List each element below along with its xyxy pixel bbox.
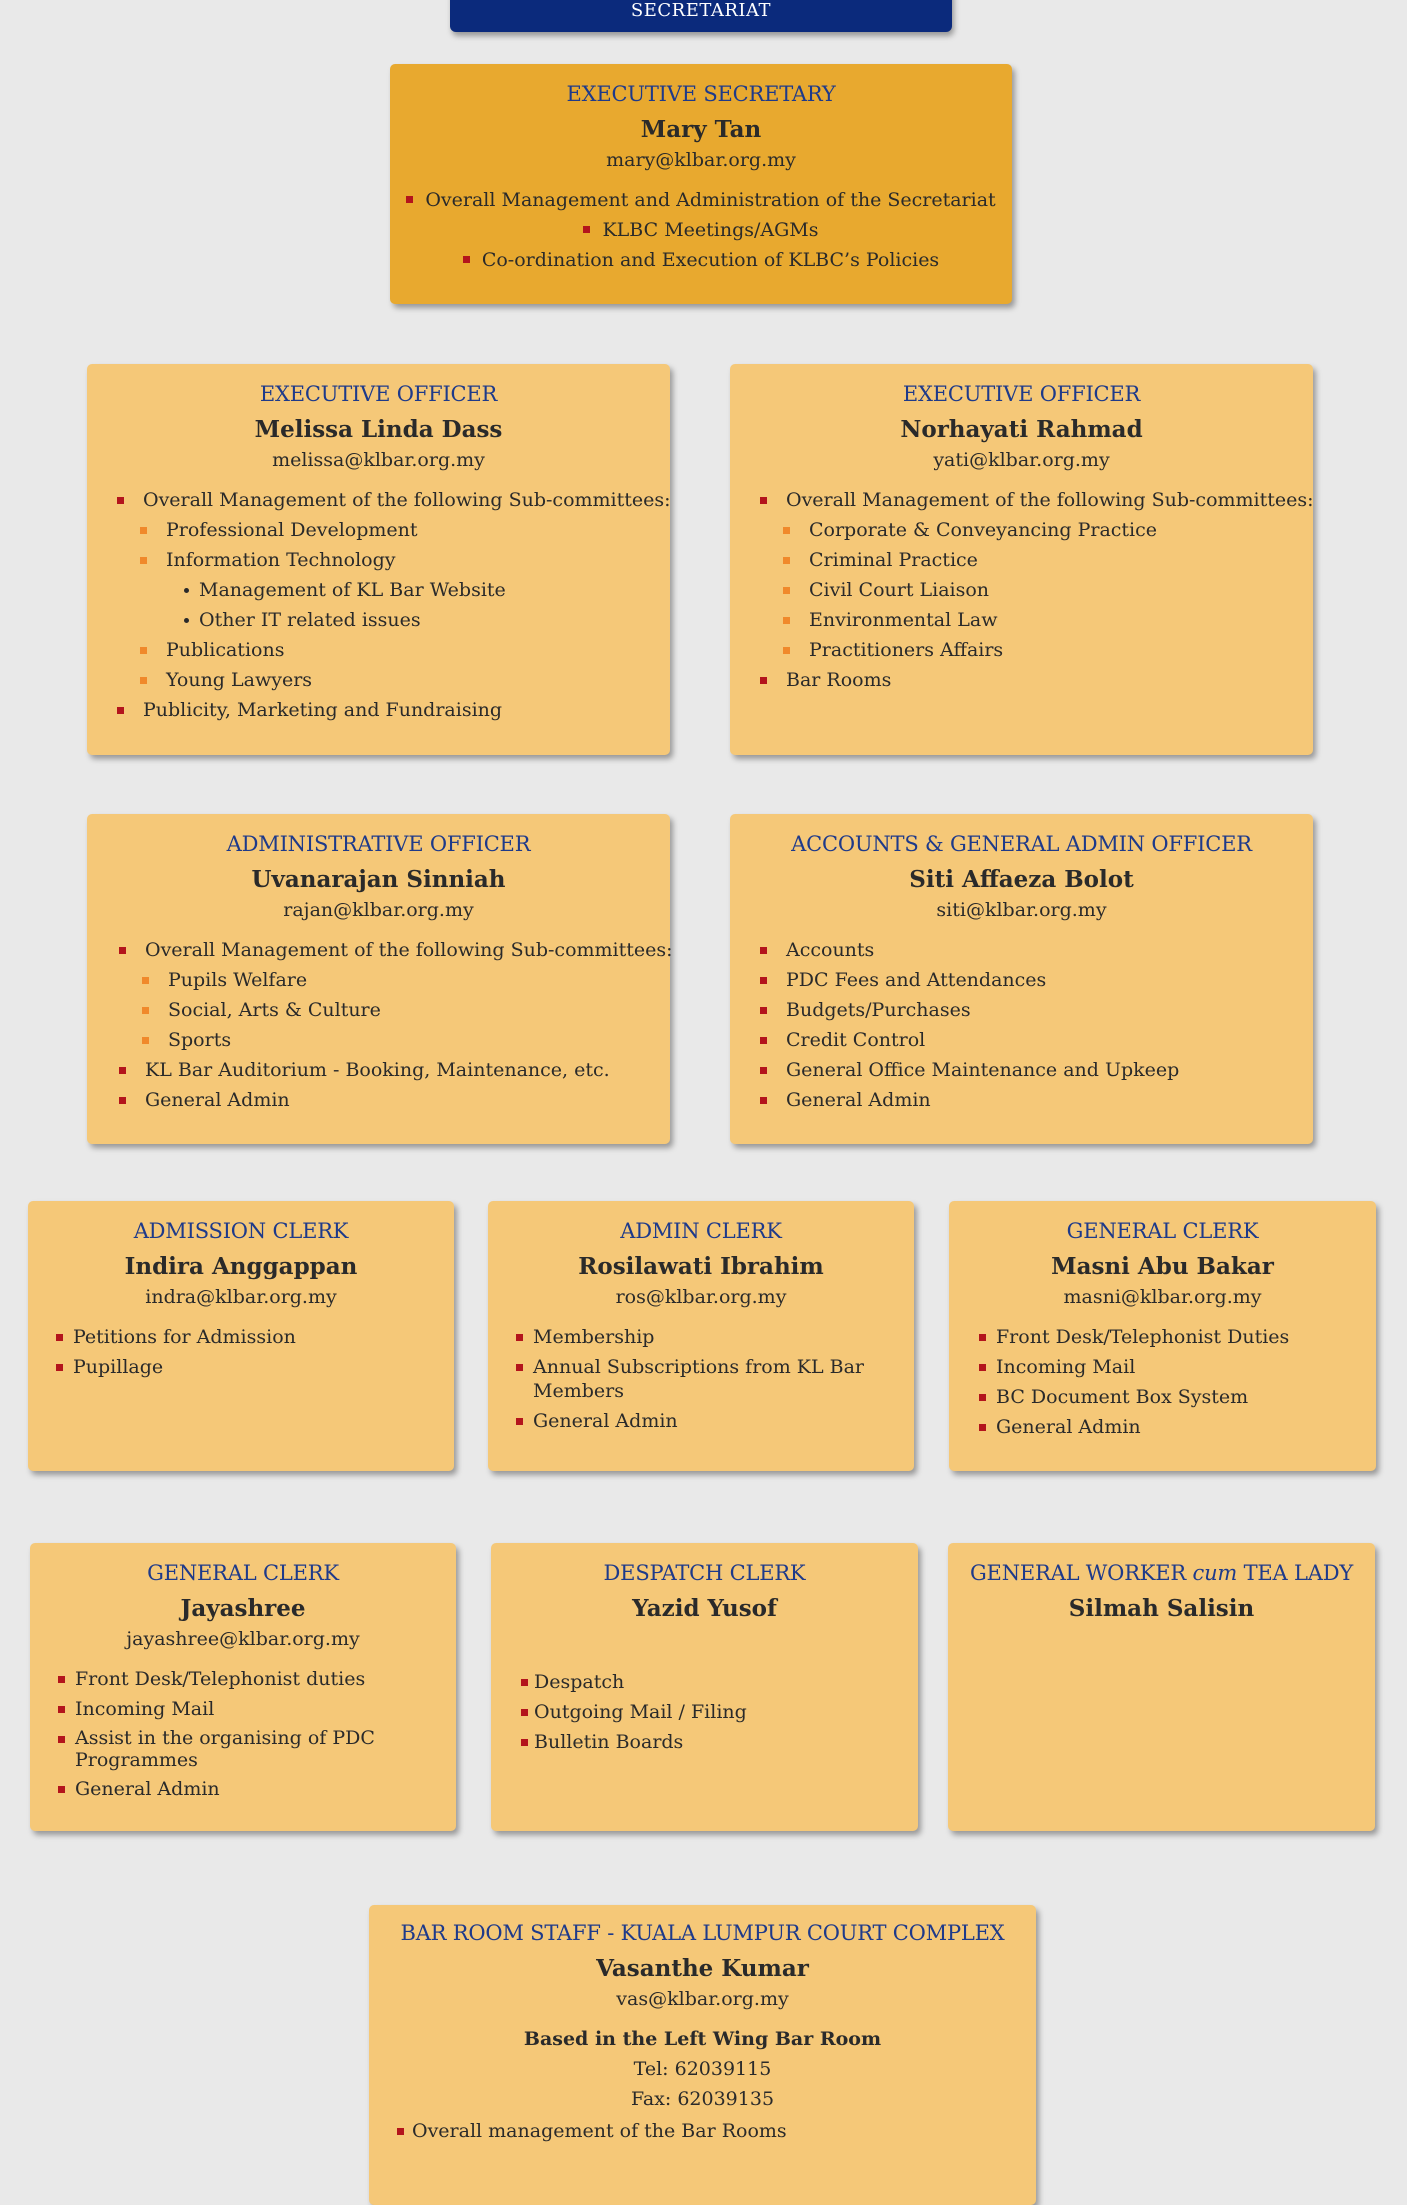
duty-list xyxy=(730,935,1313,1115)
duty-item: General Admin xyxy=(58,1774,426,1804)
duty-item: Pupils Welfare xyxy=(119,965,670,995)
duty-item: Environmental Law xyxy=(760,605,1313,635)
staff-email[interactable]: melissa@klbar.org.my xyxy=(272,449,485,471)
duty-item: Publications xyxy=(117,635,670,665)
staff-name: Uvanarajan Sinniah xyxy=(251,866,506,893)
executive-secretary-box xyxy=(390,64,1012,304)
admin-clerk-box xyxy=(488,1201,914,1471)
duty-item: Criminal Practice xyxy=(760,545,1313,575)
duty-item: General Admin xyxy=(516,1406,884,1436)
staff-name: Masni Abu Bakar xyxy=(1051,1253,1274,1280)
secretariat-header xyxy=(450,0,952,32)
duty-list xyxy=(30,1664,456,1804)
admission-clerk-box xyxy=(28,1201,454,1471)
duty-item: Overall Management of the following Sub-committees: xyxy=(119,935,670,965)
duty-item: Membership xyxy=(516,1322,884,1352)
role-title: GENERAL WORKER cum TEA LADY xyxy=(969,1561,1354,1585)
duty-list xyxy=(949,1322,1376,1442)
duty-item: Publicity, Marketing and Fundraising xyxy=(117,695,670,725)
duty-item: General Admin xyxy=(760,1085,1313,1115)
duty-list xyxy=(488,1322,914,1436)
staff-name: Melissa Linda Dass xyxy=(254,416,503,443)
staff-name: Indira Anggappan xyxy=(124,1253,358,1280)
role-title: ADMISSION CLERK xyxy=(133,1219,349,1243)
staff-name: Yazid Yusof xyxy=(632,1595,777,1622)
duty-item: Overall Management of the following Sub-committees: xyxy=(117,485,670,515)
duty-item: General Admin xyxy=(979,1412,1376,1442)
duty-list xyxy=(390,185,1012,275)
staff-name: Vasanthe Kumar xyxy=(596,1955,809,1982)
staff-name: Jayashree xyxy=(180,1595,306,1622)
staff-email[interactable]: vas@klbar.org.my xyxy=(616,1988,789,2010)
role-title: BAR ROOM STAFF - KUALA LUMPUR COURT COMPLEX xyxy=(400,1921,1005,1945)
duty-item: BC Document Box System xyxy=(979,1382,1376,1412)
executive-officer-box xyxy=(87,364,670,755)
accounts-officer-box xyxy=(730,814,1313,1144)
duty-item: Budgets/Purchases xyxy=(760,995,1313,1025)
duty-item: Practitioners Affairs xyxy=(760,635,1313,665)
role-title: EXECUTIVE SECRETARY xyxy=(566,82,836,106)
duty-item: Corporate & Conveyancing Practice xyxy=(760,515,1313,545)
duty-item: Other IT related issues xyxy=(117,605,670,635)
duty-item: PDC Fees and Attendances xyxy=(760,965,1313,995)
telephone: Tel: 62039115 xyxy=(633,2058,772,2080)
duty-list xyxy=(87,485,670,725)
duty-item: Professional Development xyxy=(117,515,670,545)
duty-item: Incoming Mail xyxy=(979,1352,1376,1382)
staff-email[interactable]: rajan@klbar.org.my xyxy=(283,899,474,921)
duty-item: Despatch xyxy=(521,1667,918,1697)
staff-name: Rosilawati Ibrahim xyxy=(578,1253,824,1280)
duty-item: Front Desk/Telephonist duties xyxy=(58,1664,426,1694)
staff-email[interactable]: masni@klbar.org.my xyxy=(1063,1286,1262,1308)
staff-name: Mary Tan xyxy=(640,116,762,143)
duty-list xyxy=(491,1667,918,1757)
duty-item: Accounts xyxy=(760,935,1313,965)
fax: Fax: 62039135 xyxy=(630,2088,775,2110)
secretariat-label: SECRETARIAT xyxy=(630,0,772,21)
duty-list xyxy=(730,485,1313,695)
staff-email[interactable]: siti@klbar.org.my xyxy=(936,899,1107,921)
duty-item: Young Lawyers xyxy=(117,665,670,695)
duty-item: KLBC Meetings/AGMs xyxy=(390,215,1012,245)
duty-list xyxy=(87,935,673,1115)
staff-name: Norhayati Rahmad xyxy=(900,416,1143,443)
duty-item: Petitions for Admission xyxy=(56,1322,454,1352)
duty-item: Front Desk/Telephonist Duties xyxy=(979,1322,1376,1352)
duty-item: General Office Maintenance and Upkeep xyxy=(760,1055,1313,1085)
role-title: ADMIN CLERK xyxy=(620,1219,782,1243)
staff-email[interactable]: jayashree@klbar.org.my xyxy=(126,1628,360,1650)
executive-officer-box xyxy=(730,364,1313,755)
duty-item: Overall Management of the following Sub-committees: xyxy=(760,485,1313,515)
duty-item: Annual Subscriptions from KL Bar Members xyxy=(516,1352,884,1406)
staff-email[interactable]: mary@klbar.org.my xyxy=(606,149,796,171)
duty-item: General Admin xyxy=(119,1085,670,1115)
duty-item: Bar Rooms xyxy=(760,665,1313,695)
duty-item: Bulletin Boards xyxy=(521,1727,918,1757)
staff-email[interactable]: indra@klbar.org.my xyxy=(145,1286,337,1308)
duty-item: Overall Management and Administration of the Secretariat xyxy=(390,185,1012,215)
duty-item: Incoming Mail xyxy=(58,1694,426,1724)
role-title: GENERAL CLERK xyxy=(1066,1219,1259,1243)
role-title: ADMINISTRATIVE OFFICER xyxy=(226,832,531,856)
staff-email[interactable]: ros@klbar.org.my xyxy=(615,1286,787,1308)
despatch-clerk-box xyxy=(491,1543,918,1831)
duty-item: Overall management of the Bar Rooms xyxy=(397,2116,1036,2146)
duty-item: Management of KL Bar Website xyxy=(117,575,670,605)
role-title: GENERAL CLERK xyxy=(147,1561,339,1585)
general-clerk-box xyxy=(949,1201,1376,1471)
staff-name: Siti Affaeza Bolot xyxy=(909,866,1134,893)
duty-list xyxy=(28,1322,454,1382)
duty-item: Assist in the organising of PDC Programmes xyxy=(58,1724,426,1774)
general-worker-box xyxy=(948,1543,1375,1831)
staff-name: Silmah Salisin xyxy=(1068,1595,1255,1622)
duty-item: Information Technology xyxy=(117,545,670,575)
staff-email[interactable]: yati@klbar.org.my xyxy=(933,449,1110,471)
role-title: EXECUTIVE OFFICER xyxy=(902,382,1141,406)
role-title: EXECUTIVE OFFICER xyxy=(259,382,498,406)
duty-list xyxy=(369,2116,1036,2146)
duty-item: Credit Control xyxy=(760,1025,1313,1055)
bar-room-staff-box xyxy=(369,1905,1036,2205)
duty-item: Sports xyxy=(119,1025,670,1055)
duty-item: Civil Court Liaison xyxy=(760,575,1313,605)
duty-item: KL Bar Auditorium - Booking, Maintenance, etc. xyxy=(119,1055,670,1085)
administrative-officer-box xyxy=(87,814,673,1144)
role-title: DESPATCH CLERK xyxy=(603,1561,806,1585)
duty-item: Pupillage xyxy=(56,1352,454,1382)
duty-item: Social, Arts & Culture xyxy=(119,995,670,1025)
based-location: Based in the Left Wing Bar Room xyxy=(523,2028,882,2050)
general-clerk-box xyxy=(30,1543,456,1831)
duty-item: Co-ordination and Execution of KLBC’s Policies xyxy=(390,245,1012,275)
duty-item: Outgoing Mail / Filing xyxy=(521,1697,918,1727)
role-title: ACCOUNTS & GENERAL ADMIN OFFICER xyxy=(791,832,1252,856)
